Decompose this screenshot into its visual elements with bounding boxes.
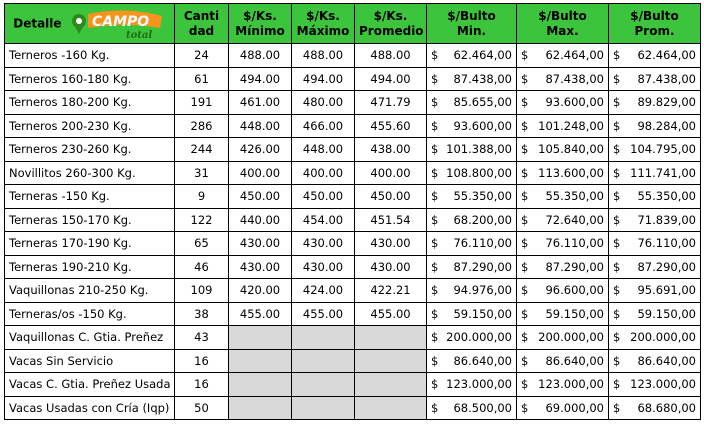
cell-bulto-prom — [609, 302, 701, 326]
cell-max-kg — [292, 326, 355, 350]
cell-detalle: Terneras 190-210 Kg. — [5, 255, 175, 279]
money-value: 96.600,00 — [545, 283, 604, 298]
cell-bulto-prom — [609, 161, 701, 185]
money-value: 85.655,00 — [453, 95, 512, 110]
cell-bulto-max — [517, 138, 609, 162]
currency-symbol: $ — [521, 189, 529, 204]
currency-symbol: $ — [613, 283, 621, 298]
money-value: 68.500,00 — [453, 400, 512, 415]
cell-bulto-max — [517, 279, 609, 303]
currency-symbol: $ — [431, 236, 439, 251]
money-value: 76.110,00 — [637, 236, 696, 251]
cell-max-kg — [292, 349, 355, 373]
currency-symbol: $ — [613, 400, 621, 415]
currency-symbol: $ — [613, 165, 621, 180]
cell-min-kg: 488.00 — [229, 44, 292, 68]
cell-bulto-min — [427, 161, 517, 185]
cell-min-kg: 400.00 — [229, 161, 292, 185]
currency-symbol: $ — [613, 259, 621, 274]
money-value: 71.839,00 — [637, 212, 696, 227]
table-row — [5, 349, 701, 373]
cell-prom-kg — [355, 349, 427, 373]
cell-min-kg — [229, 326, 292, 350]
cell-bulto-min — [427, 185, 517, 209]
cell-max-kg: 480.00 — [292, 91, 355, 115]
table-row — [5, 138, 701, 162]
cell-detalle: Terneras/os -150 Kg. — [5, 302, 175, 326]
cell-min-kg — [229, 349, 292, 373]
currency-symbol: $ — [521, 48, 529, 63]
cell-prom-kg: 455.00 — [355, 302, 427, 326]
header-detalle-label: Detalle — [13, 16, 62, 30]
currency-symbol: $ — [431, 306, 439, 321]
cell-bulto-min — [427, 208, 517, 232]
cell-min-kg: 461.00 — [229, 91, 292, 115]
money-value: 86.640,00 — [637, 353, 696, 368]
cell-min-kg: 455.00 — [229, 302, 292, 326]
currency-symbol: $ — [613, 71, 621, 86]
currency-symbol: $ — [521, 236, 529, 251]
cell-bulto-prom — [609, 396, 701, 420]
currency-symbol: $ — [521, 165, 529, 180]
table-row — [5, 161, 701, 185]
money-value: 200.000,00 — [446, 330, 512, 345]
currency-symbol: $ — [521, 377, 529, 392]
currency-symbol: $ — [431, 353, 439, 368]
cell-max-kg: 430.00 — [292, 232, 355, 256]
cell-min-kg — [229, 373, 292, 397]
money-value: 101.248,00 — [538, 118, 604, 133]
currency-symbol: $ — [431, 142, 439, 157]
cell-bulto-max — [517, 232, 609, 256]
currency-symbol: $ — [431, 118, 439, 133]
cell-max-kg: 430.00 — [292, 255, 355, 279]
cell-detalle: Vacas Usadas con Cría (Iqp) — [5, 396, 175, 420]
table-row — [5, 44, 701, 68]
money-value: 59.150,00 — [453, 306, 512, 321]
table-row — [5, 302, 701, 326]
cell-bulto-min — [427, 349, 517, 373]
cell-detalle: Terneras -150 Kg. — [5, 185, 175, 209]
cell-bulto-max — [517, 349, 609, 373]
cell-prom-kg: 438.00 — [355, 138, 427, 162]
cell-min-kg: 426.00 — [229, 138, 292, 162]
cell-bulto-min — [427, 67, 517, 91]
currency-symbol: $ — [613, 306, 621, 321]
cell-bulto-prom — [609, 279, 701, 303]
currency-symbol: $ — [521, 353, 529, 368]
money-value: 59.150,00 — [637, 306, 696, 321]
money-value: 93.600,00 — [453, 118, 512, 133]
money-value: 89.829,00 — [637, 95, 696, 110]
cell-bulto-min — [427, 302, 517, 326]
cell-prom-kg: 471.79 — [355, 91, 427, 115]
cell-bulto-max — [517, 44, 609, 68]
cell-cantidad: 286 — [175, 114, 229, 138]
money-value: 59.150,00 — [545, 306, 604, 321]
currency-symbol: $ — [431, 189, 439, 204]
svg-text:CAMPO: CAMPO — [91, 13, 149, 30]
money-value: 123.000,00 — [630, 377, 696, 392]
cell-prom-kg: 451.54 — [355, 208, 427, 232]
cell-bulto-max — [517, 185, 609, 209]
money-value: 105.840,00 — [538, 142, 604, 157]
cell-bulto-max — [517, 67, 609, 91]
cell-bulto-min — [427, 114, 517, 138]
money-value: 94.976,00 — [453, 283, 512, 298]
cell-cantidad: 16 — [175, 349, 229, 373]
currency-symbol: $ — [613, 236, 621, 251]
cell-max-kg: 448.00 — [292, 138, 355, 162]
cell-bulto-prom — [609, 208, 701, 232]
cell-max-kg: 488.00 — [292, 44, 355, 68]
cell-prom-kg — [355, 396, 427, 420]
cell-bulto-max — [517, 255, 609, 279]
table-row — [5, 91, 701, 115]
money-value: 200.000,00 — [630, 330, 696, 345]
money-value: 111.741,00 — [630, 165, 696, 180]
cell-detalle: Terneros 230-260 Kg. — [5, 138, 175, 162]
cell-cantidad: 244 — [175, 138, 229, 162]
currency-symbol: $ — [521, 95, 529, 110]
money-value: 104.795,00 — [630, 142, 696, 157]
cell-min-kg: 420.00 — [229, 279, 292, 303]
campo-total-logo — [70, 8, 166, 40]
cell-cantidad: 50 — [175, 396, 229, 420]
table-row — [5, 67, 701, 91]
cell-prom-kg: 494.00 — [355, 67, 427, 91]
cell-prom-kg: 430.00 — [355, 232, 427, 256]
currency-symbol: $ — [521, 330, 529, 345]
currency-symbol: $ — [431, 283, 439, 298]
money-value: 76.110,00 — [545, 236, 604, 251]
cell-bulto-min — [427, 326, 517, 350]
cell-cantidad: 61 — [175, 67, 229, 91]
cell-cantidad: 122 — [175, 208, 229, 232]
cell-detalle: Terneras 150-170 Kg. — [5, 208, 175, 232]
cell-bulto-prom — [609, 114, 701, 138]
money-value: 86.640,00 — [453, 353, 512, 368]
currency-symbol: $ — [521, 212, 529, 227]
cell-cantidad: 31 — [175, 161, 229, 185]
header-min-kg: $/Ks. Mínimo — [229, 4, 292, 44]
cell-detalle: Terneros 180-200 Kg. — [5, 91, 175, 115]
cell-max-kg: 454.00 — [292, 208, 355, 232]
cell-bulto-min — [427, 138, 517, 162]
cell-bulto-max — [517, 161, 609, 185]
cell-bulto-min — [427, 255, 517, 279]
currency-symbol: $ — [613, 189, 621, 204]
money-value: 95.691,00 — [637, 283, 696, 298]
currency-symbol: $ — [613, 142, 621, 157]
money-value: 123.000,00 — [538, 377, 604, 392]
currency-symbol: $ — [431, 212, 439, 227]
currency-symbol: $ — [613, 377, 621, 392]
currency-symbol: $ — [613, 330, 621, 345]
money-value: 87.438,00 — [545, 71, 604, 86]
currency-symbol: $ — [613, 48, 621, 63]
cell-cantidad: 16 — [175, 373, 229, 397]
cell-cantidad: 46 — [175, 255, 229, 279]
cell-bulto-min — [427, 279, 517, 303]
currency-symbol: $ — [613, 353, 621, 368]
logo-graphic — [70, 8, 166, 40]
currency-symbol: $ — [613, 95, 621, 110]
header-max-kg: $/Ks. Máximo — [292, 4, 355, 44]
currency-symbol: $ — [521, 306, 529, 321]
cell-detalle: Vacas Sin Servicio — [5, 349, 175, 373]
cell-prom-kg: 488.00 — [355, 44, 427, 68]
cell-bulto-min — [427, 373, 517, 397]
cell-detalle: Vacas C. Gtia. Preñez Usada — [5, 373, 175, 397]
cell-detalle: Terneros 160-180 Kg. — [5, 67, 175, 91]
cell-bulto-prom — [609, 349, 701, 373]
cell-bulto-max — [517, 373, 609, 397]
currency-symbol: $ — [521, 283, 529, 298]
currency-symbol: $ — [431, 95, 439, 110]
money-value: 93.600,00 — [545, 95, 604, 110]
header-bulto-max: $/Bulto Max. — [517, 4, 609, 44]
money-value: 76.110,00 — [453, 236, 512, 251]
cell-bulto-prom — [609, 373, 701, 397]
table-row — [5, 185, 701, 209]
cell-prom-kg — [355, 373, 427, 397]
header-detalle — [5, 4, 175, 44]
cell-bulto-min — [427, 91, 517, 115]
currency-symbol: $ — [431, 165, 439, 180]
cell-detalle: Novillitos 260-300 Kg. — [5, 161, 175, 185]
cell-bulto-prom — [609, 255, 701, 279]
money-value: 62.464,00 — [453, 48, 512, 63]
cell-detalle: Terneros -160 Kg. — [5, 44, 175, 68]
cell-bulto-prom — [609, 185, 701, 209]
cell-detalle: Terneros 200-230 Kg. — [5, 114, 175, 138]
cell-prom-kg: 450.00 — [355, 185, 427, 209]
currency-symbol: $ — [521, 142, 529, 157]
cell-bulto-max — [517, 114, 609, 138]
cell-detalle: Terneras 170-190 Kg. — [5, 232, 175, 256]
price-table — [4, 3, 701, 420]
cell-max-kg: 450.00 — [292, 185, 355, 209]
cell-prom-kg: 400.00 — [355, 161, 427, 185]
currency-symbol: $ — [613, 118, 621, 133]
money-value: 200.000,00 — [538, 330, 604, 345]
money-value: 55.350,00 — [637, 189, 696, 204]
table-row — [5, 114, 701, 138]
cell-detalle: Vaquillonas 210-250 Kg. — [5, 279, 175, 303]
cell-min-kg: 494.00 — [229, 67, 292, 91]
money-value: 98.284,00 — [637, 118, 696, 133]
header-bulto-prom: $/Bulto Prom. — [609, 4, 701, 44]
cell-min-kg: 448.00 — [229, 114, 292, 138]
currency-symbol: $ — [431, 400, 439, 415]
cell-prom-kg: 422.21 — [355, 279, 427, 303]
money-value: 68.200,00 — [453, 212, 512, 227]
money-value: 62.464,00 — [637, 48, 696, 63]
currency-symbol: $ — [613, 212, 621, 227]
cell-cantidad: 9 — [175, 185, 229, 209]
money-value: 87.290,00 — [453, 259, 512, 274]
cell-max-kg: 455.00 — [292, 302, 355, 326]
header-bulto-min: $/Bulto Min. — [427, 4, 517, 44]
money-value: 55.350,00 — [545, 189, 604, 204]
cell-cantidad: 43 — [175, 326, 229, 350]
currency-symbol: $ — [431, 330, 439, 345]
table-row — [5, 255, 701, 279]
cell-max-kg: 400.00 — [292, 161, 355, 185]
table-row — [5, 279, 701, 303]
header-row — [5, 4, 701, 44]
currency-symbol: $ — [521, 400, 529, 415]
money-value: 87.438,00 — [453, 71, 512, 86]
cell-bulto-prom — [609, 67, 701, 91]
cell-bulto-max — [517, 326, 609, 350]
cell-min-kg: 440.00 — [229, 208, 292, 232]
money-value: 108.800,00 — [446, 165, 512, 180]
cell-bulto-prom — [609, 91, 701, 115]
cell-min-kg: 450.00 — [229, 185, 292, 209]
money-value: 55.350,00 — [453, 189, 512, 204]
header-cantidad: Canti dad — [175, 4, 229, 44]
cell-cantidad: 191 — [175, 91, 229, 115]
cell-max-kg — [292, 396, 355, 420]
cell-max-kg — [292, 373, 355, 397]
currency-symbol: $ — [521, 71, 529, 86]
cell-bulto-prom — [609, 44, 701, 68]
cell-min-kg — [229, 396, 292, 420]
money-value: 72.640,00 — [545, 212, 604, 227]
cell-max-kg: 424.00 — [292, 279, 355, 303]
cell-bulto-max — [517, 396, 609, 420]
cell-detalle: Vaquillonas C. Gtia. Preñez — [5, 326, 175, 350]
cell-cantidad: 24 — [175, 44, 229, 68]
cell-bulto-prom — [609, 326, 701, 350]
currency-symbol: $ — [431, 48, 439, 63]
currency-symbol: $ — [431, 259, 439, 274]
table-row — [5, 373, 701, 397]
table-row — [5, 232, 701, 256]
money-value: 87.290,00 — [637, 259, 696, 274]
cell-bulto-min — [427, 44, 517, 68]
money-value: 62.464,00 — [545, 48, 604, 63]
table-row — [5, 396, 701, 420]
cell-bulto-prom — [609, 232, 701, 256]
money-value: 68.680,00 — [637, 400, 696, 415]
currency-symbol: $ — [521, 259, 529, 274]
cell-max-kg: 494.00 — [292, 67, 355, 91]
money-value: 87.290,00 — [545, 259, 604, 274]
cell-prom-kg: 455.60 — [355, 114, 427, 138]
money-value: 113.600,00 — [538, 165, 604, 180]
cell-bulto-max — [517, 91, 609, 115]
cell-cantidad: 109 — [175, 279, 229, 303]
cell-prom-kg: 430.00 — [355, 255, 427, 279]
svg-text:total: total — [125, 29, 152, 40]
money-value: 101.388,00 — [446, 142, 512, 157]
table-body — [5, 44, 701, 420]
currency-symbol: $ — [431, 377, 439, 392]
cell-prom-kg — [355, 326, 427, 350]
money-value: 87.438,00 — [637, 71, 696, 86]
cell-bulto-min — [427, 232, 517, 256]
cell-bulto-min — [427, 396, 517, 420]
cell-min-kg: 430.00 — [229, 255, 292, 279]
table-row — [5, 326, 701, 350]
money-value: 86.640,00 — [545, 353, 604, 368]
header-prom-kg: $/Ks. Promedio — [355, 4, 427, 44]
currency-symbol: $ — [521, 118, 529, 133]
cell-bulto-max — [517, 208, 609, 232]
cell-max-kg: 466.00 — [292, 114, 355, 138]
cell-bulto-max — [517, 302, 609, 326]
cell-bulto-prom — [609, 138, 701, 162]
cell-cantidad: 65 — [175, 232, 229, 256]
table-row — [5, 208, 701, 232]
money-value: 123.000,00 — [446, 377, 512, 392]
cell-min-kg: 430.00 — [229, 232, 292, 256]
money-value: 69.000,00 — [545, 400, 604, 415]
currency-symbol: $ — [431, 71, 439, 86]
cell-cantidad: 38 — [175, 302, 229, 326]
